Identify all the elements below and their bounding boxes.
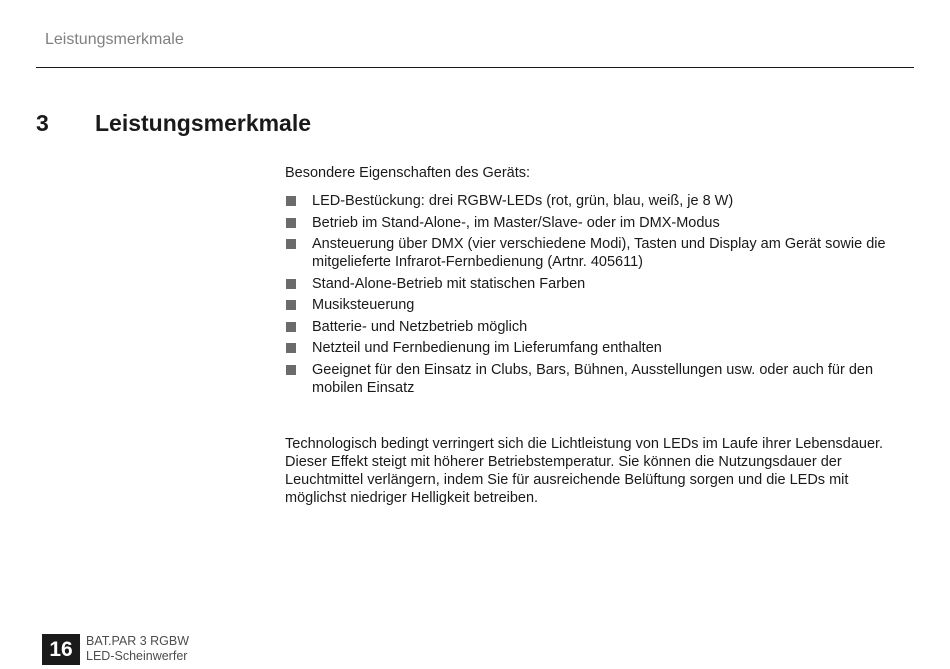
footer-model-name: BAT.PAR 3 RGBW	[86, 634, 190, 648]
feature-list	[285, 192, 910, 397]
feature-text: Ansteuerung über DMX (vier verschiedene Modi), Tasten und Display am Gerät sowie die mitgelieferte Infrarot-Fernbedienung (Artnr. 405611)	[312, 236, 886, 270]
square-bullet-icon	[286, 365, 296, 375]
chapter-title: Leistungsmerkmale	[95, 110, 312, 136]
list-item	[285, 339, 910, 357]
page-number: 16	[42, 634, 80, 665]
list-item	[285, 214, 910, 232]
led-lifetime-note: Technologisch bedingt verringert sich die Lichtleistung von LEDs im Laufe ihrer Lebensdauer. Dieser Effekt steigt mit höherer Betriebstemperatur. Sie können die Nutzungsdauer der Leuchtmittel verlängern, indem Sie für ausreichende Belüftung sorgen und die LEDs mit möglichst niedriger Helligkeit betreiben.	[285, 435, 884, 506]
feature-text: Netzteil und Fernbedienung im Lieferumfang enthalten	[312, 340, 662, 356]
feature-text: LED-Bestückung: drei RGBW-LEDs (rot, grün, blau, weiß, je 8 W)	[312, 193, 734, 209]
square-bullet-icon	[286, 300, 296, 310]
feature-text: Geeignet für den Einsatz in Clubs, Bars, Bühnen, Ausstellungen usw. oder auch für den mobilen Einsatz	[312, 361, 874, 396]
feature-text: Betrieb im Stand-Alone-, im Master/Slave- oder im DMX-Modus	[312, 214, 720, 231]
feature-text: Stand-Alone-Betrieb mit statischen Farben	[312, 275, 586, 292]
square-bullet-icon	[286, 218, 296, 228]
square-bullet-icon	[286, 279, 296, 289]
square-bullet-icon	[286, 196, 296, 206]
list-item	[285, 361, 910, 397]
chapter-content	[285, 164, 910, 507]
chapter-number: 3	[36, 110, 49, 136]
intro-text: Besondere Eigenschaften des Geräts:	[285, 165, 531, 181]
list-item	[285, 235, 910, 271]
square-bullet-icon	[286, 343, 296, 353]
list-item	[285, 275, 910, 293]
square-bullet-icon	[286, 322, 296, 332]
list-item	[285, 192, 910, 210]
header-divider	[36, 67, 914, 68]
list-item	[285, 296, 910, 314]
running-header: Leistungsmerkmale	[45, 31, 184, 48]
list-item	[285, 318, 910, 336]
footer-product-name: LED-Scheinwerfer	[86, 649, 188, 663]
square-bullet-icon	[286, 239, 296, 249]
feature-text: Batterie- und Netzbetrieb möglich	[312, 318, 528, 335]
feature-text: Musiksteuerung	[312, 297, 415, 313]
